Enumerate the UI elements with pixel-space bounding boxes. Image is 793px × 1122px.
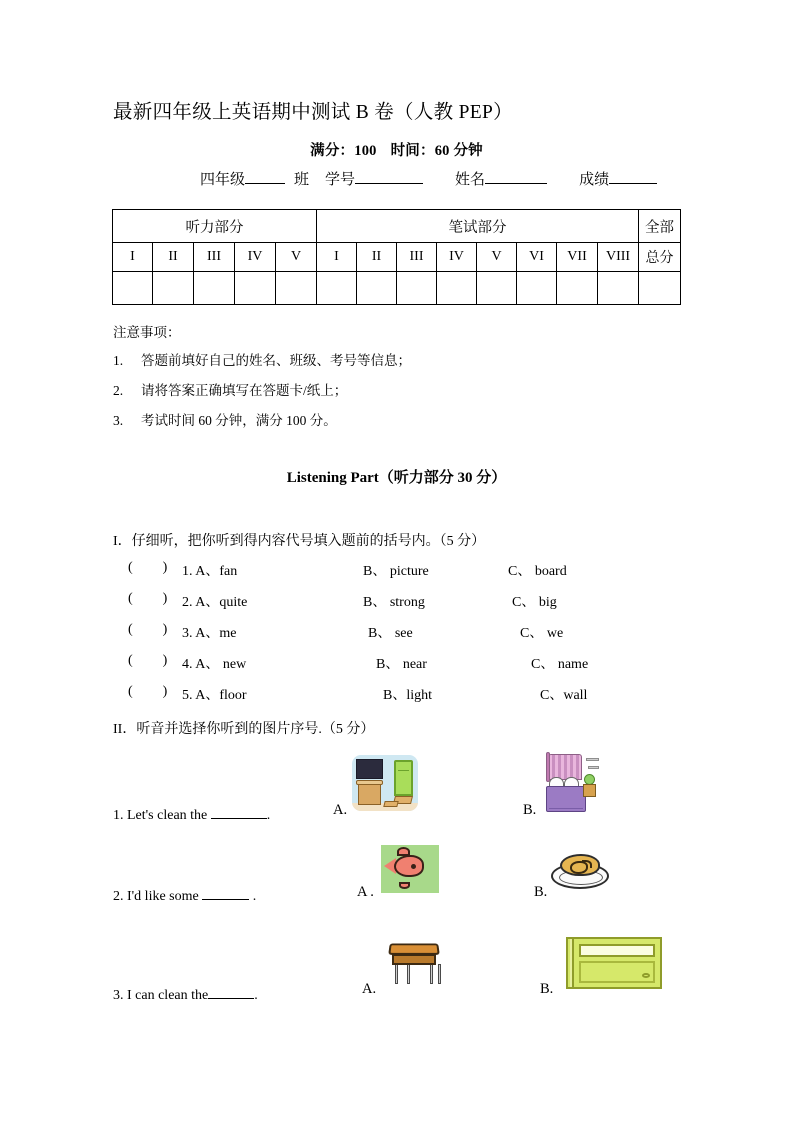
- score-cell-written-5[interactable]: [477, 272, 517, 305]
- answer-bracket[interactable]: ( ): [128, 560, 168, 575]
- option-c-text: big: [538, 595, 557, 610]
- score-cell-written-8[interactable]: [598, 272, 639, 305]
- option-a-prefix: A、: [195, 564, 220, 579]
- option-a-prefix: A、: [195, 657, 220, 672]
- fish-icon: [381, 845, 439, 893]
- score-table-group-listening: 听力部分: [113, 210, 317, 243]
- option-b[interactable]: [383, 684, 432, 704]
- option-c-prefix: C、: [540, 688, 564, 703]
- note-item: [113, 413, 673, 429]
- answer-bracket[interactable]: ( ): [128, 684, 168, 699]
- option-b-text: strong: [389, 595, 425, 610]
- class-label: 班: [294, 172, 310, 188]
- full-marks-label: 满分：: [310, 143, 355, 159]
- class-input[interactable]: [245, 170, 285, 184]
- score-table: [112, 209, 681, 305]
- score-col-listening-4: IV: [235, 243, 276, 272]
- note-index: 3.: [113, 413, 124, 429]
- choice-label-b[interactable]: B.: [540, 981, 554, 997]
- score-col-written-7: VII: [557, 243, 598, 272]
- option-c[interactable]: [508, 560, 567, 580]
- notes-heading: 注意事项：: [113, 325, 181, 340]
- score-cell-listening-2[interactable]: [153, 272, 194, 305]
- option-a[interactable]: [182, 622, 236, 642]
- score-col-written-1: I: [317, 243, 357, 272]
- option-number: 3.: [182, 626, 193, 641]
- time-value: 60 分钟: [434, 143, 483, 159]
- answer-blank[interactable]: [211, 806, 267, 819]
- score-cell-listening-3[interactable]: [194, 272, 235, 305]
- page-title: 最新四年级上英语期中测试 B 卷（人教 PEP）: [113, 102, 513, 123]
- score-cell-listening-4[interactable]: [235, 272, 276, 305]
- option-row: [128, 591, 688, 622]
- choice-label-a[interactable]: A.: [362, 981, 377, 997]
- answer-bracket[interactable]: ( ): [128, 653, 168, 668]
- option-b-text: near: [402, 657, 427, 672]
- score-cell-total[interactable]: [639, 272, 681, 305]
- option-row: [128, 622, 688, 653]
- question-number: 1.: [113, 808, 124, 823]
- option-c-text: name: [557, 657, 589, 672]
- picture-question-2: [113, 887, 256, 905]
- score-col-written-2: II: [357, 243, 397, 272]
- score-table-group-total: 全部: [639, 210, 681, 243]
- picture-question-1: [113, 806, 270, 824]
- option-b-text: see: [394, 626, 413, 641]
- time-label: 时间：: [390, 143, 435, 159]
- option-c-text: wall: [563, 688, 588, 703]
- student-no-label: 学号: [325, 172, 356, 188]
- score-col-written-6: VI: [517, 243, 557, 272]
- score-input[interactable]: [609, 170, 657, 184]
- option-c-prefix: C、: [520, 626, 544, 641]
- score-col-written-4: IV: [437, 243, 477, 272]
- option-a[interactable]: [182, 653, 246, 673]
- question-text-after: .: [254, 988, 258, 1003]
- question-text: I can clean the: [127, 988, 209, 1003]
- option-a-prefix: A、: [195, 595, 220, 610]
- option-b-text: picture: [389, 564, 429, 579]
- score-cell-written-2[interactable]: [357, 272, 397, 305]
- score-cell-written-3[interactable]: [397, 272, 437, 305]
- option-a[interactable]: [182, 684, 247, 704]
- student-info-line: [200, 168, 657, 189]
- note-text: 请将答案正确填写在答题卡/纸上；: [141, 383, 348, 399]
- student-no-input[interactable]: [355, 170, 423, 184]
- score-cell-written-1[interactable]: [317, 272, 357, 305]
- picture-question-3: [113, 986, 258, 1004]
- note-text: 考试时间 60 分钟，满分 100 分。: [141, 413, 337, 429]
- desk-icon: [383, 937, 449, 989]
- question-number: 2.: [113, 889, 124, 904]
- option-b[interactable]: [376, 653, 427, 673]
- answer-bracket[interactable]: ( ): [128, 622, 168, 637]
- answer-blank[interactable]: [208, 986, 254, 999]
- option-b-text: light: [406, 688, 433, 703]
- question-text: I'd like some: [127, 889, 199, 904]
- question-text-after: .: [266, 808, 271, 823]
- score-cell-written-7[interactable]: [557, 272, 598, 305]
- option-a-text: floor: [219, 688, 247, 703]
- option-number: 5.: [182, 688, 193, 703]
- score-col-listening-3: III: [194, 243, 235, 272]
- choice-label-b[interactable]: B.: [534, 884, 548, 900]
- option-a-prefix: A、: [195, 688, 220, 703]
- option-b-prefix: B、: [376, 657, 400, 672]
- option-a-text: fan: [219, 564, 238, 579]
- choice-label-a[interactable]: A .: [357, 884, 374, 900]
- listening-part-heading: Listening Part（听力部分 30 分）: [286, 470, 507, 486]
- option-b[interactable]: [368, 622, 413, 642]
- score-col-written-8: VIII: [598, 243, 639, 272]
- option-c[interactable]: [520, 622, 563, 642]
- marks-time-line: [0, 139, 793, 160]
- score-cell-written-4[interactable]: [437, 272, 477, 305]
- score-col-listening-1: I: [113, 243, 153, 272]
- green-door-icon: [566, 937, 662, 989]
- notes-section: [113, 321, 673, 444]
- question-text: Let's clean the: [127, 808, 208, 823]
- option-a-text: quite: [219, 595, 248, 610]
- answer-blank[interactable]: [202, 887, 249, 900]
- note-index: 1.: [113, 353, 124, 368]
- name-label: 姓名: [455, 172, 486, 188]
- option-a[interactable]: [182, 591, 247, 611]
- option-a-text: new: [222, 657, 247, 672]
- option-c-prefix: C、: [508, 564, 532, 579]
- option-a-prefix: A、: [195, 626, 220, 641]
- score-cell-written-6[interactable]: [517, 272, 557, 305]
- option-a[interactable]: [182, 560, 237, 580]
- section-1-options: [128, 560, 688, 715]
- choice-label-b[interactable]: B.: [523, 802, 537, 818]
- option-row: [128, 684, 688, 715]
- chicken-plate-icon: [551, 851, 611, 895]
- option-b-prefix: B、: [363, 564, 387, 579]
- score-col-written-5: V: [477, 243, 517, 272]
- option-c-prefix: C、: [531, 657, 555, 672]
- note-text: 答题前填好自己的姓名、班级、考号等信息；: [141, 353, 411, 368]
- score-col-listening-5: V: [276, 243, 317, 272]
- score-col-listening-2: II: [153, 243, 194, 272]
- option-b-prefix: B、: [368, 626, 392, 641]
- name-input[interactable]: [485, 170, 547, 184]
- option-row: [128, 560, 688, 591]
- full-marks-value: 100: [354, 143, 377, 159]
- score-col-written-3: III: [397, 243, 437, 272]
- option-c-text: we: [546, 626, 564, 641]
- option-b[interactable]: [363, 560, 429, 580]
- score-table-group-written: 笔试部分: [317, 210, 639, 243]
- option-b-prefix: B、: [363, 595, 387, 610]
- answer-bracket[interactable]: ( ): [128, 591, 168, 606]
- section-2-title: II．听音并选择你听到的图片序号.（5 分）: [113, 722, 375, 737]
- grade-label: 四年级: [200, 172, 246, 188]
- option-number: 4.: [182, 657, 193, 672]
- score-label: 成绩: [579, 172, 610, 188]
- option-row: [128, 653, 688, 684]
- question-text-after: .: [252, 889, 257, 904]
- score-cell-listening-1[interactable]: [113, 272, 153, 305]
- option-c[interactable]: [540, 684, 587, 704]
- note-item: [113, 353, 673, 369]
- bed-icon: [540, 752, 600, 814]
- choice-label-a[interactable]: A.: [333, 802, 348, 818]
- option-b[interactable]: [363, 591, 425, 611]
- classroom-icon: [352, 755, 418, 811]
- note-index: 2.: [113, 383, 124, 399]
- option-a-text: me: [219, 626, 237, 641]
- option-c-prefix: C、: [512, 595, 536, 610]
- note-item: [113, 383, 673, 399]
- option-c-text: board: [534, 564, 567, 579]
- option-c[interactable]: [531, 653, 588, 673]
- score-col-total: 总分: [639, 243, 681, 272]
- option-c[interactable]: [512, 591, 557, 611]
- score-cell-listening-5[interactable]: [276, 272, 317, 305]
- section-1-title: I．仔细听，把你听到得内容代号填入题前的括号内。（5 分）: [113, 534, 486, 549]
- option-number: 1.: [182, 564, 193, 579]
- question-number: 3.: [113, 988, 124, 1003]
- option-number: 2.: [182, 595, 193, 610]
- option-b-prefix: B、: [383, 688, 407, 703]
